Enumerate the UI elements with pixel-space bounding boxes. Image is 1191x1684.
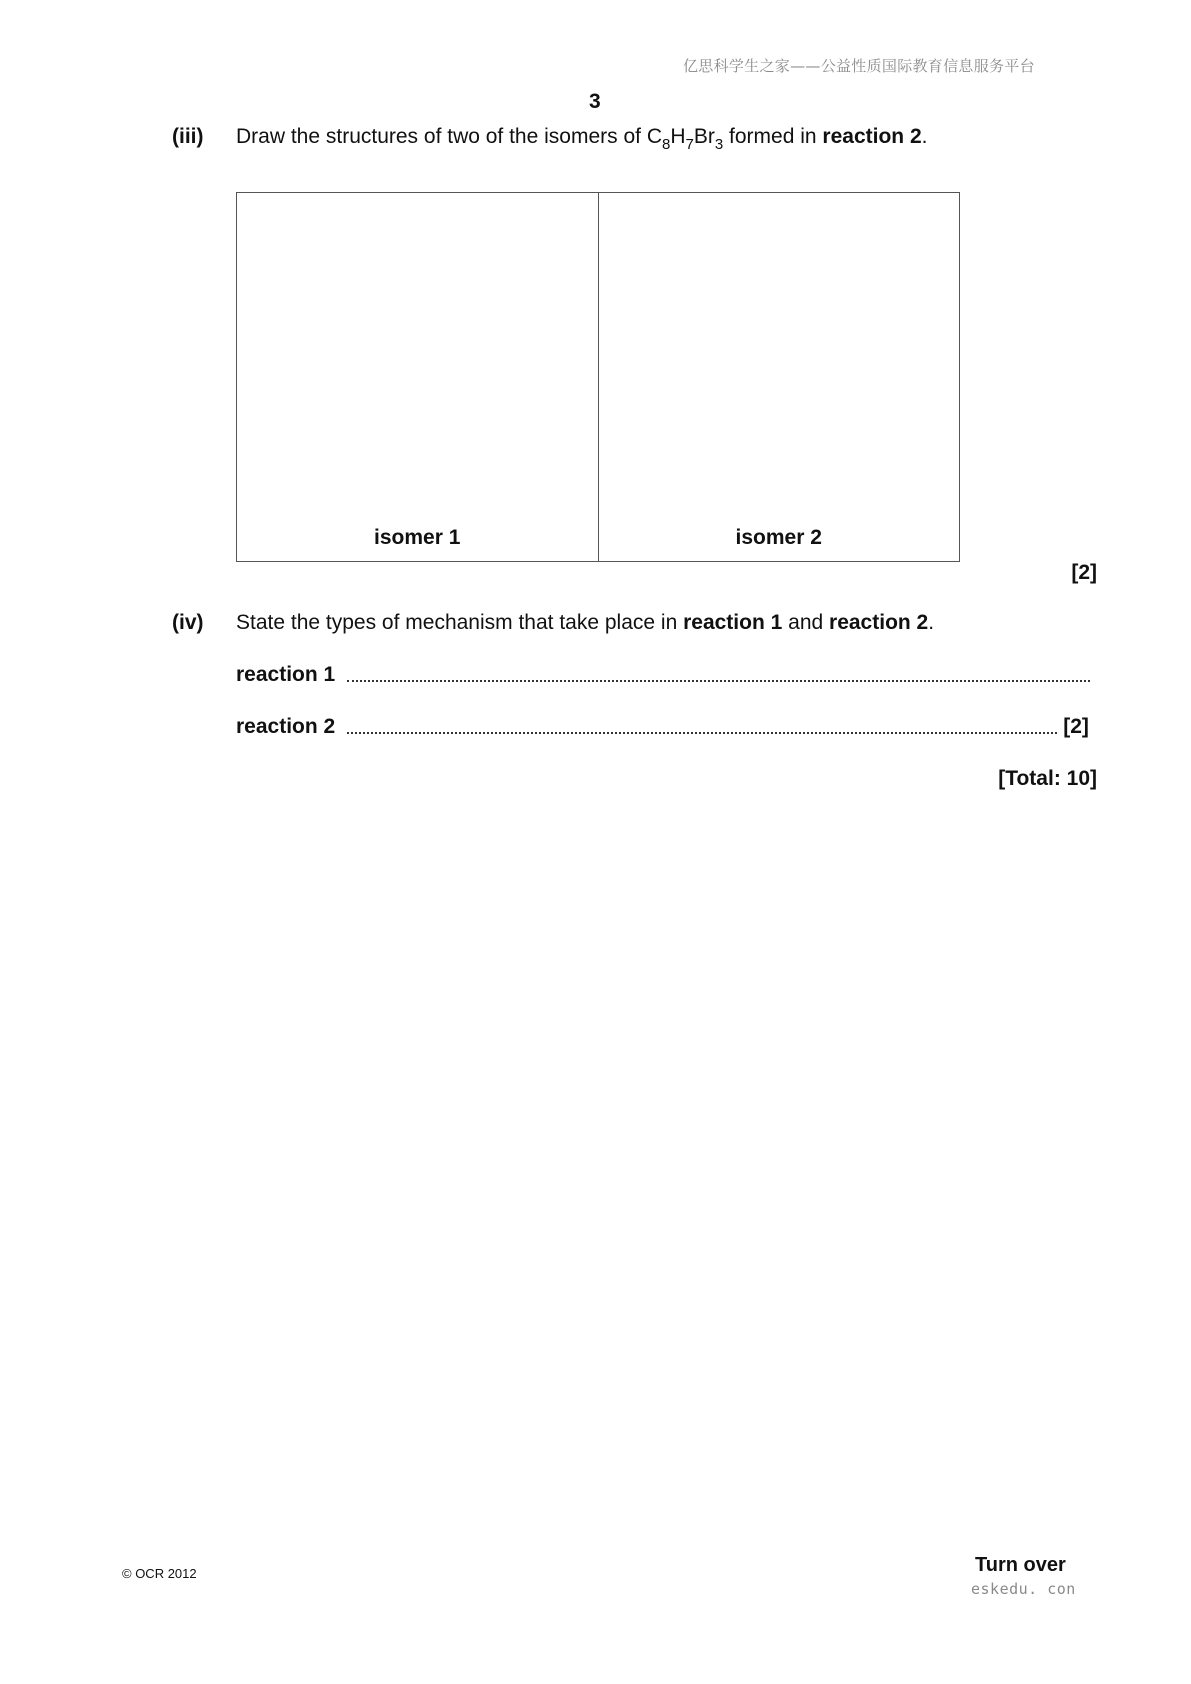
reaction-2-answer-line[interactable] xyxy=(236,715,1089,739)
question-iv-label: (iv) xyxy=(172,611,204,634)
question-iii-bold-term: reaction 2 xyxy=(822,125,922,148)
isomer-1-drawing-area[interactable] xyxy=(237,193,598,561)
footer-copyright: © OCR 2012 xyxy=(122,1566,197,1581)
isomer-answer-box[interactable] xyxy=(236,192,960,562)
reaction-1-answer-line[interactable] xyxy=(236,663,1090,687)
question-iii-text-before: Draw the structures of two of the isomers of xyxy=(236,125,647,148)
isomer-2-drawing-area[interactable] xyxy=(598,193,960,561)
page-number: 3 xyxy=(589,90,601,113)
question-iii-text: Draw the structures of two of the isomers of $C_8H_7Br_3$ formed in reaction 2. xyxy=(236,125,928,153)
reaction-2-label: reaction 2 xyxy=(236,715,336,738)
reaction-1-label: reaction 1 xyxy=(236,663,336,686)
watermark-bottom: eskedu. con xyxy=(971,1580,1076,1598)
watermark-top: 亿思科学生之家——公益性质国际教育信息服务平台 xyxy=(683,57,1035,75)
reaction-1-dotted-line[interactable] xyxy=(347,680,1090,682)
reaction-2-dotted-line[interactable] xyxy=(347,732,1057,734)
isomer-2-label: isomer 2 xyxy=(735,526,822,549)
formula: $C_8H_7Br_3$ xyxy=(646,125,724,153)
question-iii-text-middle: formed in xyxy=(723,125,823,148)
question-iv-text: State the types of mechanism that take place in reaction 1 and reaction 2. xyxy=(236,611,935,634)
question-iii-marks: [2] xyxy=(1071,561,1097,584)
total-marks: [Total: 10] xyxy=(998,767,1097,790)
turn-over-label: Turn over xyxy=(975,1554,1066,1576)
question-iii-label: (iii) xyxy=(172,125,204,148)
question-iv-marks: [2] xyxy=(1063,715,1089,738)
isomer-1-label: isomer 1 xyxy=(374,526,461,549)
